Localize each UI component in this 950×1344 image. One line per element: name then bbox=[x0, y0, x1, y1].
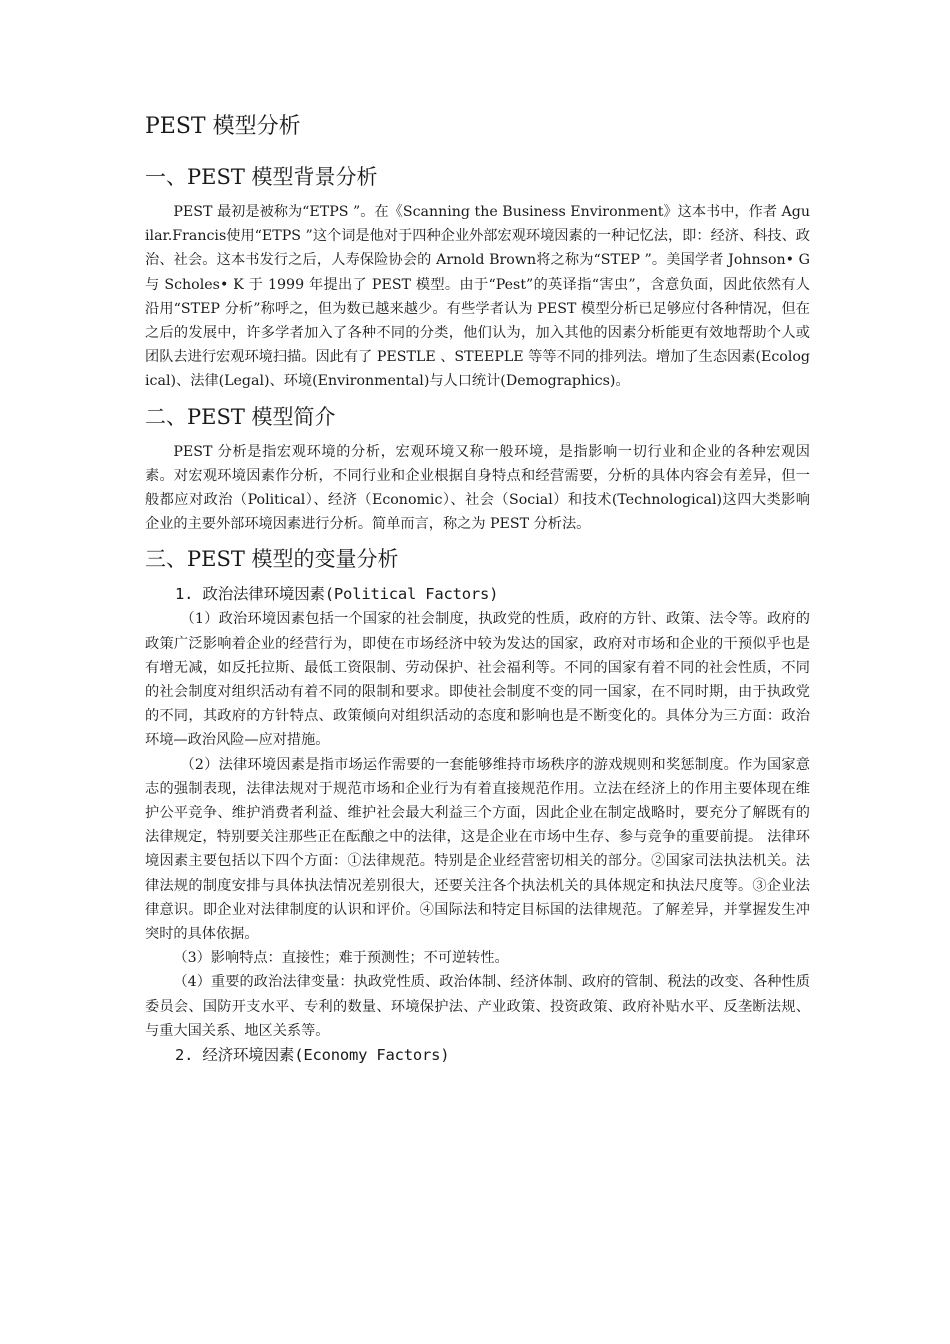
paragraph-legal-environment: （2）法律环境因素是指市场运作需要的一套能够维持市场秩序的游戏规则和奖惩制度。作为国家意志的强制表现，法律法规对于规范市场和企业行为有着直接规范作用。立法在经济上的作用主要体现在维护公平竞争、维护消费者利益、维护社会最大利益三个方面，因此企业在制定战略时，要充分了解既有的法律规定，特别要关注那些正在酝酿之中的法律，这是企业在市场中生存、参与竞争的重要前提。 法律环境因素主要包括以下四个方面：①法律规范。特别是企业经营密切相关的部分。②国家司法执法机关。法律法规的制度安排与具体执法情况差别很大，还要关注各个执法机关的具体规定和执法尺度等。③企业法律意识。即企业对法律制度的认识和评价。④国际法和特定目标国的法律规范。了解差异，并掌握发生冲突时的具体依据。 bbox=[145, 756, 810, 943]
paragraph-political-environment: （1）政治环境因素包括一个国家的社会制度，执政党的性质，政府的方针、政策、法令等。政府的政策广泛影响着企业的经营行为，即使在市场经济中较为发达的国家，政府对市场和企业的干预似乎也是有增无减，如反托拉斯、最低工资限制、劳动保护、社会福利等。不同的国家有着不同的社会性质，不同的社会制度对组织活动有着不同的限制和要求。即使社会制度不变的同一国家，在不同时期，由于执政党的不同，其政府的方针特点、政策倾向对组织活动的态度和影响也是不断变化的。具体分为三方面：政治环境—政治风险—应对措施。 bbox=[145, 611, 810, 749]
paragraph-influence-features: （3）影响特点：直接性；难于预测性；不可逆转性。 bbox=[173, 950, 509, 967]
document-title: PEST 模型分析 bbox=[145, 114, 301, 139]
subsection-heading-political: 1. 政治法律环境因素(Political Factors) bbox=[175, 585, 499, 604]
paragraph-background: PEST 最初是被称为“ETPS ”。在《Scanning the Business Environment》这本书中，作者 Aguilar.Francis使用“ETPS ”这个词是他对于四种企业外部宏观环境因素的一种记忆法，即：经济、科技、政治、社会。这本书发行之后，人寿保险协会的 Arnold Brown将之称为“STEP ”。美国学者 Johnson• G 与 Scholes• K 于 1999 年提出了 PEST 模型。由于“Pest”的英译指“害虫”，含意负面，因此依然有人沿用“STEP 分析”称呼之，但为数已越来越少。有些学者认为 PEST 模型分析已足够应付各种情况，但在之后的发展中，许多学者加入了各种不同的分类，他们认为，加入其他的因素分析能更有效地帮助个人或团队去进行宏观环境扫描。因此有了 PESTLE 、STEEPLE 等等不同的排列法。增加了生态因素(Ecological)、法律(Legal)、环境(Environmental)与人口统计(Demographics)。 bbox=[145, 204, 810, 390]
section-heading-background: 一、PEST 模型背景分析 bbox=[145, 165, 378, 189]
paragraph-intro: PEST 分析是指宏观环境的分析，宏观环境又称一般环境，是指影响一切行业和企业的各种宏观因素。对宏观环境因素作分析，不同行业和企业根据自身特点和经营需要，分析的具体内容会有差异，但一般都应对政治（Political）、经济（Economic）、社会（Social）和技术(Technological)这四大类影响企业的主要外部环境因素进行分析。简单而言，称之为 PEST 分析法。 bbox=[145, 443, 810, 533]
section-heading-intro: 二、PEST 模型简介 bbox=[145, 404, 336, 429]
section-heading-variables: 三、PEST 模型的变量分析 bbox=[145, 547, 399, 572]
paragraph-political-variables: （4）重要的政治法律变量：执政党性质、政治体制、经济体制、政府的管制、税法的改变、各种性质委员会、国防开支水平、专利的数量、环境保护法、产业政策、投资政策、政府补贴水平、反垄断法规、与重大国关系、地区关系等。 bbox=[145, 974, 810, 1039]
document-page bbox=[145, 112, 810, 1068]
subsection-heading-economy: 2. 经济环境因素(Economy Factors) bbox=[175, 1046, 450, 1065]
